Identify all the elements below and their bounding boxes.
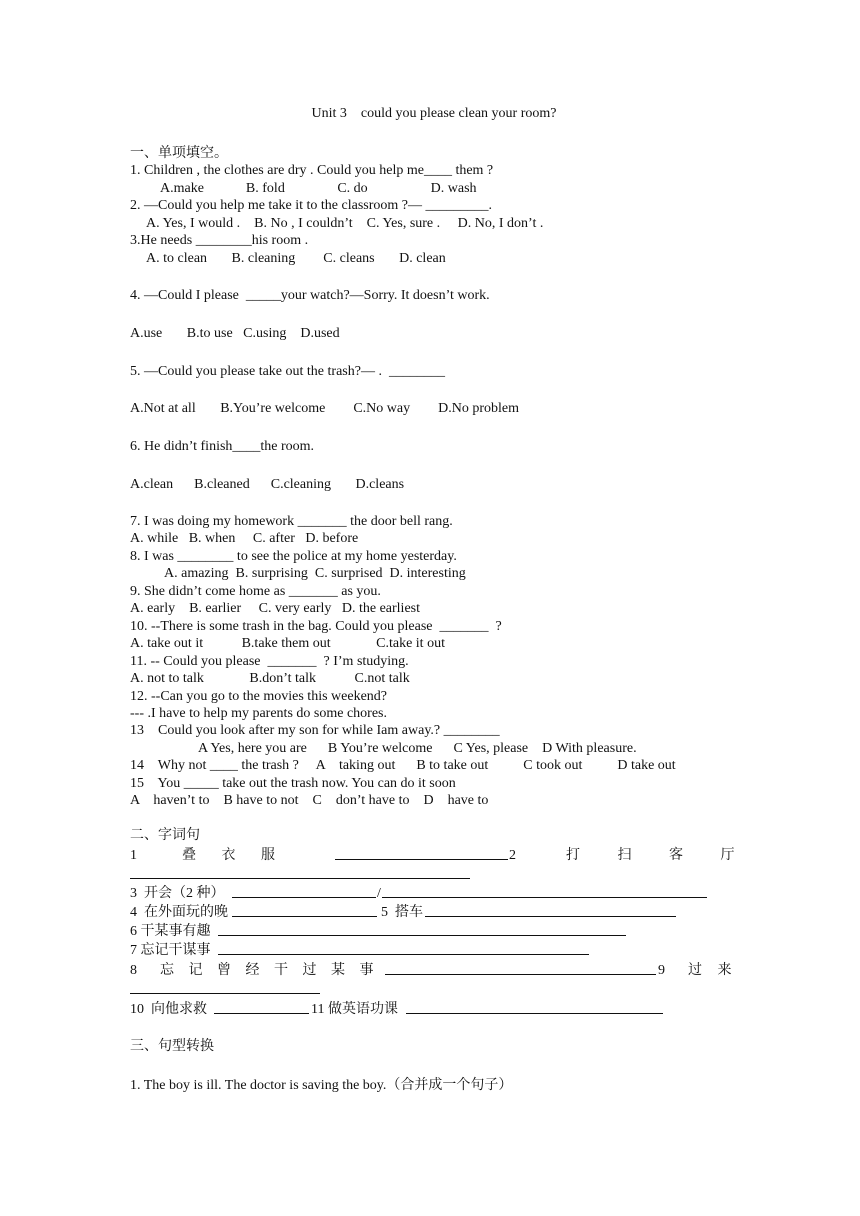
item-6-blank bbox=[218, 923, 626, 941]
question-1-stem: 1. Children , the clothes are dry . Could you help me____ them ? bbox=[130, 163, 494, 178]
question-3-stem: 3.He needs ________his room . bbox=[130, 233, 309, 248]
question-2-options: A. Yes, I would . B. No , I couldn’t C. Yes, sure . D. No, I don’t . bbox=[146, 216, 544, 231]
question-6-options: A.clean B.cleaned C.cleaning D.cleans bbox=[130, 477, 405, 492]
item-4-blank bbox=[232, 904, 377, 922]
item-5-blank bbox=[425, 904, 676, 922]
question-13-options: A Yes, here you are B You’re welcome C Yes, please D With pleasure. bbox=[198, 741, 637, 756]
item-10-label: 10 向他求救 bbox=[130, 1002, 207, 1017]
item-10-blank bbox=[214, 1001, 309, 1019]
item-6-label: 6 干某事有趣 bbox=[130, 924, 211, 939]
item-2-number: 2 bbox=[509, 848, 516, 863]
question-11-stem: 11. -- Could you please _______ ? I’m studying. bbox=[130, 654, 409, 669]
question-12-stem: 12. --Can you go to the movies this weekend? bbox=[130, 689, 388, 704]
question-9-options: A. early B. earlier C. very early D. the earliest bbox=[130, 601, 421, 616]
item-5-label: 5 搭车 bbox=[381, 905, 423, 920]
item-1-text: 叠 衣 服 bbox=[182, 848, 275, 863]
item-4-label: 4 在外面玩的晚 bbox=[130, 905, 228, 920]
question-7-options: A. while B. when C. after D. before bbox=[130, 531, 359, 546]
transform-question-1: 1. The boy is ill. The doctor is saving the boy.（合并成一个句子） bbox=[130, 1078, 513, 1093]
question-10-stem: 10. --There is some trash in the bag. Could you please _______ ? bbox=[130, 619, 502, 634]
item-9-blank bbox=[130, 981, 320, 999]
item-8-text: 忘 记 曾 经 干 过 某 事 bbox=[160, 963, 374, 978]
question-11-options: A. not to talk B.don’t talk C.not talk bbox=[130, 671, 410, 686]
item-8-blank bbox=[385, 962, 656, 980]
section1-heading: 一、单项填空。 bbox=[130, 146, 228, 161]
item-7-blank bbox=[218, 942, 589, 960]
question-5-options: A.Not at all B.You’re welcome C.No way D.No problem bbox=[130, 401, 519, 416]
question-12-answer: --- .I have to help my parents do some chores. bbox=[130, 706, 387, 721]
item-9-number: 9 bbox=[658, 963, 665, 978]
question-6-stem: 6. He didn’t finish____the room. bbox=[130, 439, 315, 454]
question-9-stem: 9. She didn’t come home as _______ as you. bbox=[130, 584, 381, 599]
item-11-label: 11 做英语功课 bbox=[311, 1002, 398, 1017]
section2-heading: 二、字词句 bbox=[130, 828, 200, 843]
question-14-stem: 14 Why not ____ the trash ? A taking out B to take out C took out D take out bbox=[130, 758, 676, 773]
question-1-options: A.make B. fold C. do D. wash bbox=[160, 181, 477, 196]
question-7-stem: 7. I was doing my homework _______ the door bell rang. bbox=[130, 514, 453, 529]
item-3-blank-1 bbox=[232, 885, 376, 903]
item-3-blank-2 bbox=[382, 885, 707, 903]
question-4-options: A.use B.to use C.using D.used bbox=[130, 326, 340, 341]
item-11-blank bbox=[406, 1001, 663, 1019]
question-15-stem: 15 You _____ take out the trash now. You can do it soon bbox=[130, 776, 456, 791]
question-15-options: A haven’t to B have to not C don’t have to D have to bbox=[130, 793, 489, 808]
question-5-stem: 5. —Could you please take out the trash?— . ________ bbox=[130, 364, 445, 379]
item-1-number: 1 bbox=[130, 848, 137, 863]
item-9-text: 过 来 bbox=[688, 963, 732, 978]
item-3-label: 3 开会（2 种） bbox=[130, 886, 225, 901]
section3-heading: 三、句型转换 bbox=[130, 1039, 214, 1054]
item-3-separator: / bbox=[377, 886, 381, 901]
question-8-options: A. amazing B. surprising C. surprised D. interesting bbox=[164, 566, 466, 581]
item-2-blank bbox=[130, 866, 470, 884]
page-title: Unit 3 could you please clean your room? bbox=[311, 106, 557, 121]
question-10-options: A. take out it B.take them out C.take it out bbox=[130, 636, 445, 651]
question-13-stem: 13 Could you look after my son for while Iam away.? ________ bbox=[130, 723, 500, 738]
item-2-text: 打 扫 客 厅 bbox=[566, 848, 735, 863]
question-3-options: A. to clean B. cleaning C. cleans D. clean bbox=[146, 251, 446, 266]
item-1-blank bbox=[335, 847, 508, 865]
question-8-stem: 8. I was ________ to see the police at my home yesterday. bbox=[130, 549, 457, 564]
question-4-stem: 4. —Could I please _____your watch?—Sorry. It doesn’t work. bbox=[130, 288, 490, 303]
item-8-number: 8 bbox=[130, 963, 137, 978]
item-7-label: 7 忘记干谋事 bbox=[130, 943, 211, 958]
question-2-stem: 2. —Could you help me take it to the classroom ?— _________. bbox=[130, 198, 493, 213]
